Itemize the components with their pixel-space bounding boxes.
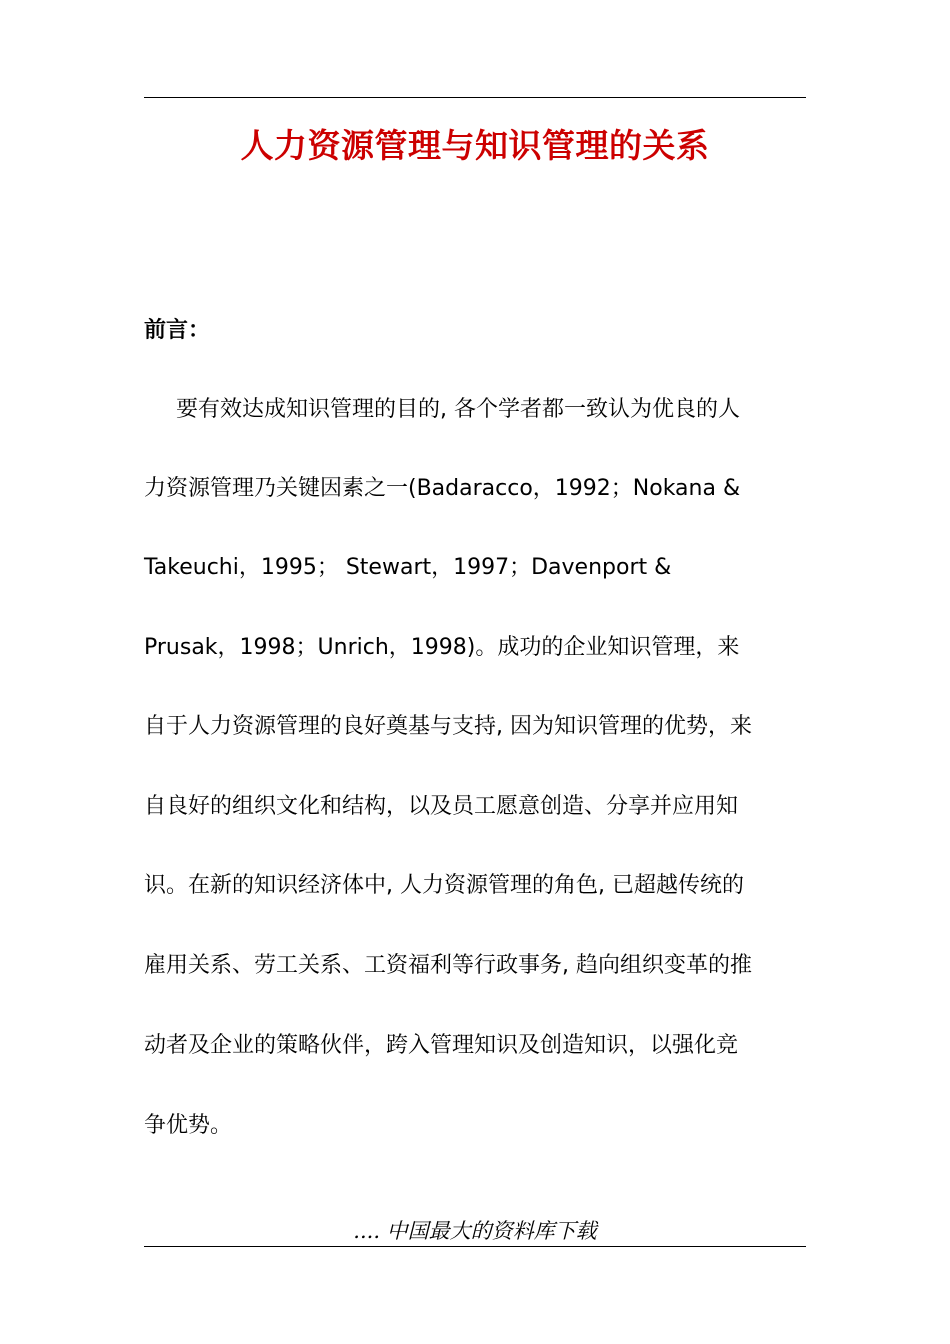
paragraph-line: 要有效达成知识管理的目的, 各个学者都一致认为优良的人 (176, 397, 740, 422)
paragraph-line: 雇用关系、劳工关系、工资福利等行政事务, 趋向组织变革的推 (144, 953, 752, 978)
paragraph-line: Takeuchi，1995； Stewart，1997；Davenport & (144, 555, 672, 580)
paragraph-line: 力资源管理乃关键因素之一(Badaracco，1992；Nokana & (144, 476, 741, 501)
top-rule (144, 97, 806, 98)
paragraph-line: 动者及企业的策略伙伴，跨入管理知识及创造知识，以强化竞 (144, 1033, 739, 1058)
document-title: 人力资源管理与知识管理的关系 (240, 126, 710, 165)
paragraph-line: 自良好的组织文化和结构，以及员工愿意创造、分享并应用知 (144, 794, 739, 819)
paragraph-line: 争优势。 (144, 1113, 233, 1138)
paragraph-line: 识。在新的知识经济体中, 人力资源管理的角色, 已超越传统的 (144, 873, 744, 898)
footer-text: .... 中国最大的资料库下载 (353, 1219, 597, 1243)
section-heading: 前言： (144, 317, 211, 343)
paragraph-line: Prusak，1998；Unrich，1998)。成功的企业知识管理，来 (144, 635, 740, 660)
bottom-rule (144, 1246, 806, 1247)
paragraph-line: 自于人力资源管理的良好奠基与支持, 因为知识管理的优势，来 (144, 714, 752, 739)
